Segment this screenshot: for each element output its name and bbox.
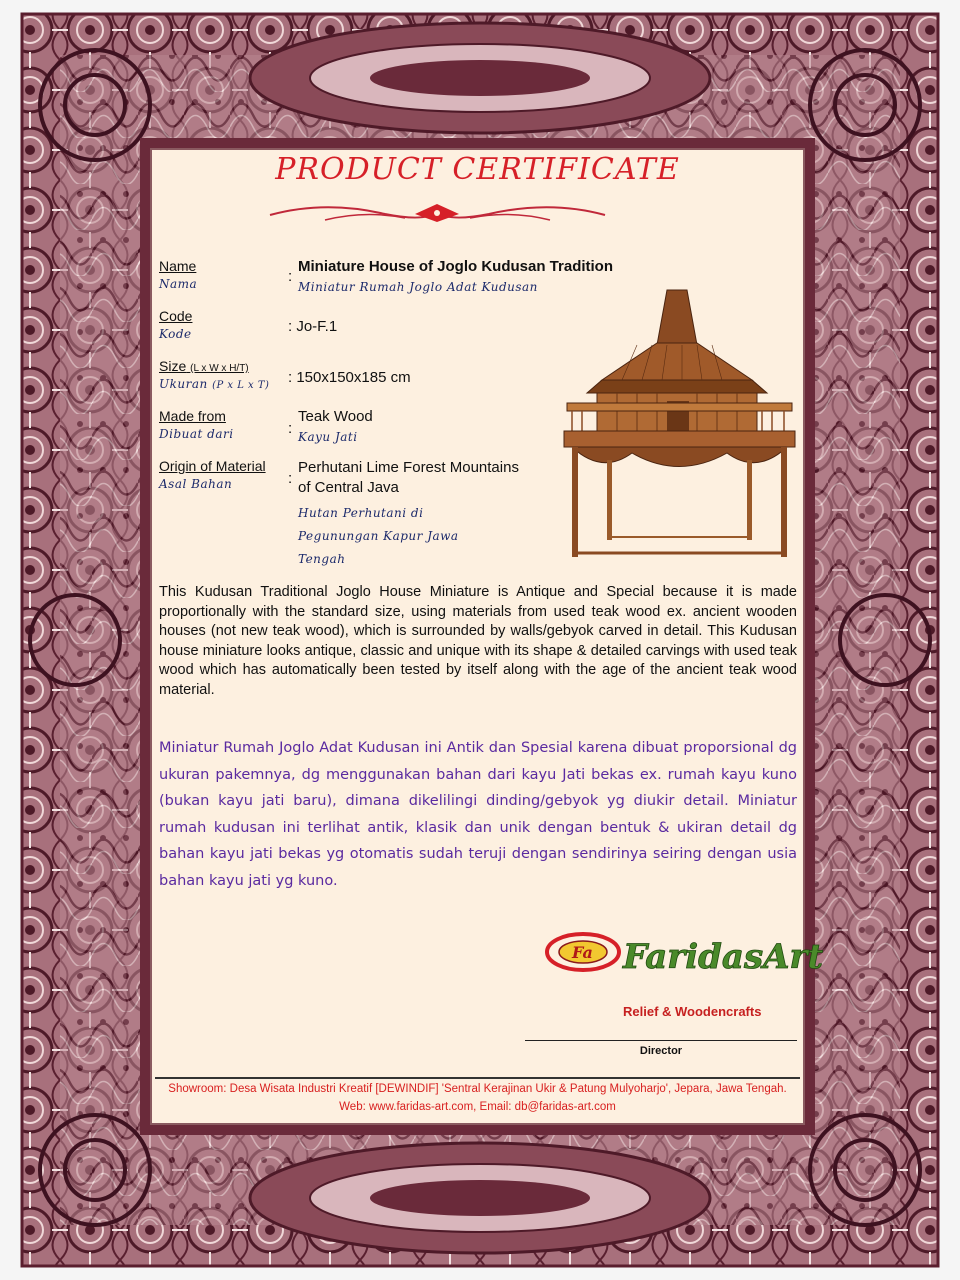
code-colon: :: [288, 318, 293, 335]
origin-value-en: [298, 458, 519, 498]
code-value: [288, 318, 337, 335]
size-value: [288, 369, 411, 386]
size-colon: :: [288, 369, 293, 386]
logo-badge-text: Fa: [572, 943, 593, 962]
code-value-en: Jo-F.1: [296, 318, 338, 335]
size-label-id-suffix: (P x L x T): [212, 380, 270, 391]
joglo-house-miniature-icon: [562, 285, 797, 560]
logo-tagline: Relief & Woodencrafts: [623, 1004, 762, 1019]
made-from-value-id: Kayu Jati: [298, 430, 358, 444]
size-value-en: 150x150x185 cm: [296, 369, 411, 386]
made-from-field: [159, 408, 234, 441]
origin-colon: :: [288, 470, 293, 487]
origin-value-en-line1: Perhutani Lime Forest Mountains: [298, 459, 519, 476]
made-from-value-en: Teak Wood: [298, 408, 373, 425]
description-indonesian: Miniatur Rumah Joglo Adat Kudusan ini Antik dan Spesial karena dibuat proporsional dg ukuran pakemnya, dg menggunakan bahan dari kayu Jati bekas ex. rumah kayu kuno (bukan kayu jati baru), dimana dikelilingi dinding/gebyok yg diukir detail. Miniatur rumah kudusan ini terlihat antik, klasik dan unik dengan bentuk & ukiran detail dg bahan kayu jati bekas yg otomatis sudah teruji dengan sendirinya seiring dengan usia bahan kayu jati yg kuno.: [159, 740, 797, 889]
origin-label-en: Origin of Material: [159, 458, 266, 474]
code-field: [159, 308, 192, 341]
origin-field: [159, 458, 266, 491]
title-flourish: [265, 200, 610, 230]
name-label-id: Nama: [159, 277, 198, 291]
size-label-id: Ukuran: [159, 377, 208, 391]
faridas-art-logo: [545, 922, 824, 1027]
origin-value-en-line2: of Central Java: [298, 479, 399, 496]
origin-label-id: Asal Bahan: [159, 477, 233, 491]
name-value-id: Miniatur Rumah Joglo Adat Kudusan: [298, 280, 538, 294]
size-field: [159, 358, 269, 391]
footer-contact: Web: www.faridas-art.com, Email: db@faridas-art.com: [339, 1101, 616, 1113]
description-english: This Kudusan Traditional Joglo House Miniature is Antique and Special because it is made proportionally with the standard size, using materials from used teak wood ex. ancient wooden houses (not new teak wood), which is surrounded by walls/gebyok carved in detail. This Kudusan house miniature looks antique, classic and unique with its shape & detailed carvings with used teak wood which has automatically been tested by itself along with the age of the ancient teak wood material.: [159, 584, 797, 698]
name-value-en: Miniature House of Joglo Kudusan Tradition: [298, 258, 614, 275]
origin-value-id: [298, 502, 459, 571]
code-label-id: Kode: [159, 327, 192, 341]
made-from-colon: :: [288, 420, 293, 437]
origin-value-id-line1: Hutan Perhutani di: [298, 506, 424, 520]
made-from-label-id: Dibuat dari: [159, 427, 234, 441]
origin-value-id-line2: Pegunungan Kapur Jawa: [298, 529, 459, 543]
code-label-en: Code: [159, 308, 193, 324]
footer-divider: [155, 1077, 800, 1079]
footer-showroom: Showroom: Desa Wisata Industri Kreatif [DEWINDIF] 'Sentral Kerajinan Ukir & Patung Mulyoharjo', Jepara, Jawa Tengah.: [168, 1083, 787, 1095]
signature-title: Director: [639, 1045, 683, 1057]
signature-line: [525, 1040, 797, 1041]
certificate-title: PRODUCT CERTIFICATE: [275, 152, 680, 187]
made-from-label-en: Made from: [159, 408, 226, 424]
size-label-en-suffix: (L x W x H/T): [190, 363, 249, 374]
logo-name: FaridasArt: [623, 937, 824, 977]
name-colon: :: [288, 268, 293, 285]
name-label-en: Name: [159, 258, 197, 274]
name-field: [159, 258, 197, 291]
size-label-en: Size: [159, 358, 187, 374]
origin-value-id-line3: Tengah: [298, 552, 346, 566]
